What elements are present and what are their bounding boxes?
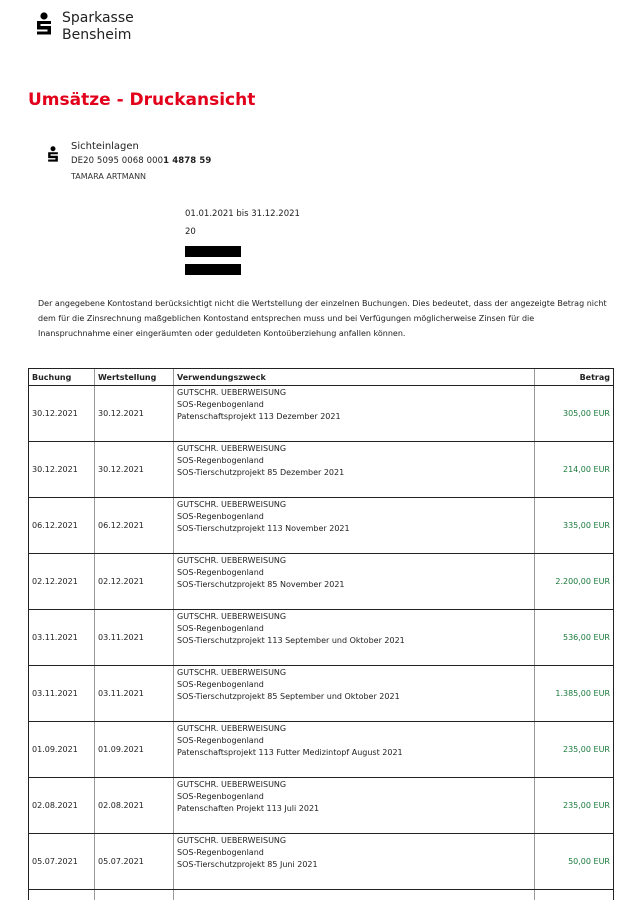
purpose-line: SOS-Regenbogenland: [177, 847, 531, 859]
purpose-line: GUTSCHR. UEBERWEISUNG: [177, 723, 531, 735]
purpose-line: SOS-Regenbogenland: [177, 623, 531, 635]
table-row-continuation: [29, 890, 614, 900]
purpose: [174, 498, 535, 554]
col-header-booking: Buchung: [29, 369, 95, 386]
table-row: [29, 498, 614, 554]
count-value: 20: [185, 227, 196, 237]
purpose: [174, 610, 535, 666]
booking-date: 30.12.2021: [29, 386, 95, 442]
value-date: 06.12.2021: [95, 498, 174, 554]
value-date: 03.11.2021: [95, 666, 174, 722]
purpose: [174, 666, 535, 722]
purpose: [174, 386, 535, 442]
purpose-line: GUTSCHR. UEBERWEISUNG: [177, 443, 531, 455]
value-date: 02.08.2021: [95, 778, 174, 834]
purpose-line: SOS-Tierschutzprojekt 85 November 2021: [177, 579, 531, 591]
purpose: [174, 722, 535, 778]
amount: 235,00 EUR: [535, 778, 614, 834]
value-date: 03.11.2021: [95, 610, 174, 666]
purpose-line: SOS-Regenbogenland: [177, 791, 531, 803]
purpose-line: SOS-Regenbogenland: [177, 399, 531, 411]
purpose-line: SOS-Regenbogenland: [177, 567, 531, 579]
amount: 235,00 EUR: [535, 722, 614, 778]
account-iban: [71, 156, 211, 166]
table-row: [29, 610, 614, 666]
booking-date: 02.08.2021: [29, 778, 95, 834]
value-date: 05.07.2021: [95, 834, 174, 890]
purpose-line: GUTSCHR. UEBERWEISUNG: [177, 499, 531, 511]
table-row: [29, 386, 614, 442]
purpose-line: GUTSCHR. UEBERWEISUNG: [177, 611, 531, 623]
amount: 305,00 EUR: [535, 386, 614, 442]
purpose-line: Patenschaftsprojekt 113 Dezember 2021: [177, 411, 531, 423]
balance-note: Der angegebene Kontostand berücksichtigt nicht die Wertstellung der einzelnen Buchungen. Dies bedeutet, dass der angezeigte Betrag nicht dem für die Zinsrechnung maßgeblichen Kontostand entsprechen muss und bei Verfügungen möglicherweise Zinsen für die Inanspruchnahme einer eingeräumten oder geduldeten Kontoüberziehung anfallen können.: [38, 296, 608, 341]
purpose-line: SOS-Regenbogenland: [177, 735, 531, 747]
bank-logo: [34, 10, 134, 44]
table-row: [29, 834, 614, 890]
period-value: 01.01.2021 bis 31.12.2021: [185, 209, 300, 219]
amount: 214,00 EUR: [535, 442, 614, 498]
value-date: 02.12.2021: [95, 554, 174, 610]
purpose-line: SOS-Regenbogenland: [177, 511, 531, 523]
purpose-line: SOS-Tierschutzprojekt 113 November 2021: [177, 523, 531, 535]
value-date: 01.09.2021: [95, 722, 174, 778]
booking-date: 03.11.2021: [29, 666, 95, 722]
purpose: [174, 442, 535, 498]
purpose-line: GUTSCHR. UEBERWEISUNG: [177, 387, 531, 399]
table-row: [29, 722, 614, 778]
amount: 1.385,00 EUR: [535, 666, 614, 722]
purpose-line: GUTSCHR. UEBERWEISUNG: [177, 667, 531, 679]
booking-date: 06.12.2021: [29, 498, 95, 554]
purpose: [174, 554, 535, 610]
col-header-amount: Betrag: [535, 369, 614, 386]
booking-date: 01.09.2021: [29, 722, 95, 778]
purpose-line: SOS-Regenbogenland: [177, 455, 531, 467]
table-row: [29, 554, 614, 610]
amount: 50,00 EUR: [535, 834, 614, 890]
table-header-row: [29, 369, 614, 386]
account-s-icon: [46, 146, 60, 164]
value-date: 30.12.2021: [95, 442, 174, 498]
purpose-line: Patenschaften Projekt 113 Juli 2021: [177, 803, 531, 815]
booking-date: 30.12.2021: [29, 442, 95, 498]
iban-suffix: 1 4878 59: [163, 156, 211, 166]
purpose-line: SOS-Tierschutzprojekt 113 September und Oktober 2021: [177, 635, 531, 647]
booking-date: 05.07.2021: [29, 834, 95, 890]
sparkasse-s-icon: [34, 12, 54, 38]
purpose-line: GUTSCHR. UEBERWEISUNG: [177, 555, 531, 567]
purpose-line: SOS-Regenbogenland: [177, 679, 531, 691]
transactions-table: [28, 368, 614, 900]
table-row: [29, 778, 614, 834]
purpose: [174, 834, 535, 890]
account-type: Sichteinlagen: [71, 141, 139, 152]
amount: 536,00 EUR: [535, 610, 614, 666]
purpose-line: SOS-Tierschutzprojekt 85 Dezember 2021: [177, 467, 531, 479]
purpose-line: Patenschaftsprojekt 113 Futter Medizintopf August 2021: [177, 747, 531, 759]
purpose-line: SOS-Tierschutzprojekt 85 September und Oktober 2021: [177, 691, 531, 703]
purpose-line: SOS-Tierschutzprojekt 85 Juni 2021: [177, 859, 531, 871]
col-header-purpose: Verwendungszweck: [174, 369, 535, 386]
redacted-balance-2021: [185, 264, 241, 275]
purpose-line: GUTSCHR. UEBERWEISUNG: [177, 779, 531, 791]
booking-date: 02.12.2021: [29, 554, 95, 610]
amount: 335,00 EUR: [535, 498, 614, 554]
bank-name-line2: Bensheim: [62, 27, 134, 44]
amount: 2.200,00 EUR: [535, 554, 614, 610]
account-holder: TAMARA ARTMANN: [71, 172, 146, 181]
table-row: [29, 442, 614, 498]
booking-date: 03.11.2021: [29, 610, 95, 666]
bank-name-line1: Sparkasse: [62, 10, 134, 27]
col-header-value-date: Wertstellung: [95, 369, 174, 386]
iban-prefix: DE20 5095 0068 000: [71, 156, 163, 166]
purpose-line: GUTSCHR. UEBERWEISUNG: [177, 835, 531, 847]
redacted-balance-2020: [185, 246, 241, 257]
table-row: [29, 666, 614, 722]
value-date: 30.12.2021: [95, 386, 174, 442]
purpose: [174, 778, 535, 834]
page-title: Umsätze - Druckansicht: [28, 90, 255, 110]
